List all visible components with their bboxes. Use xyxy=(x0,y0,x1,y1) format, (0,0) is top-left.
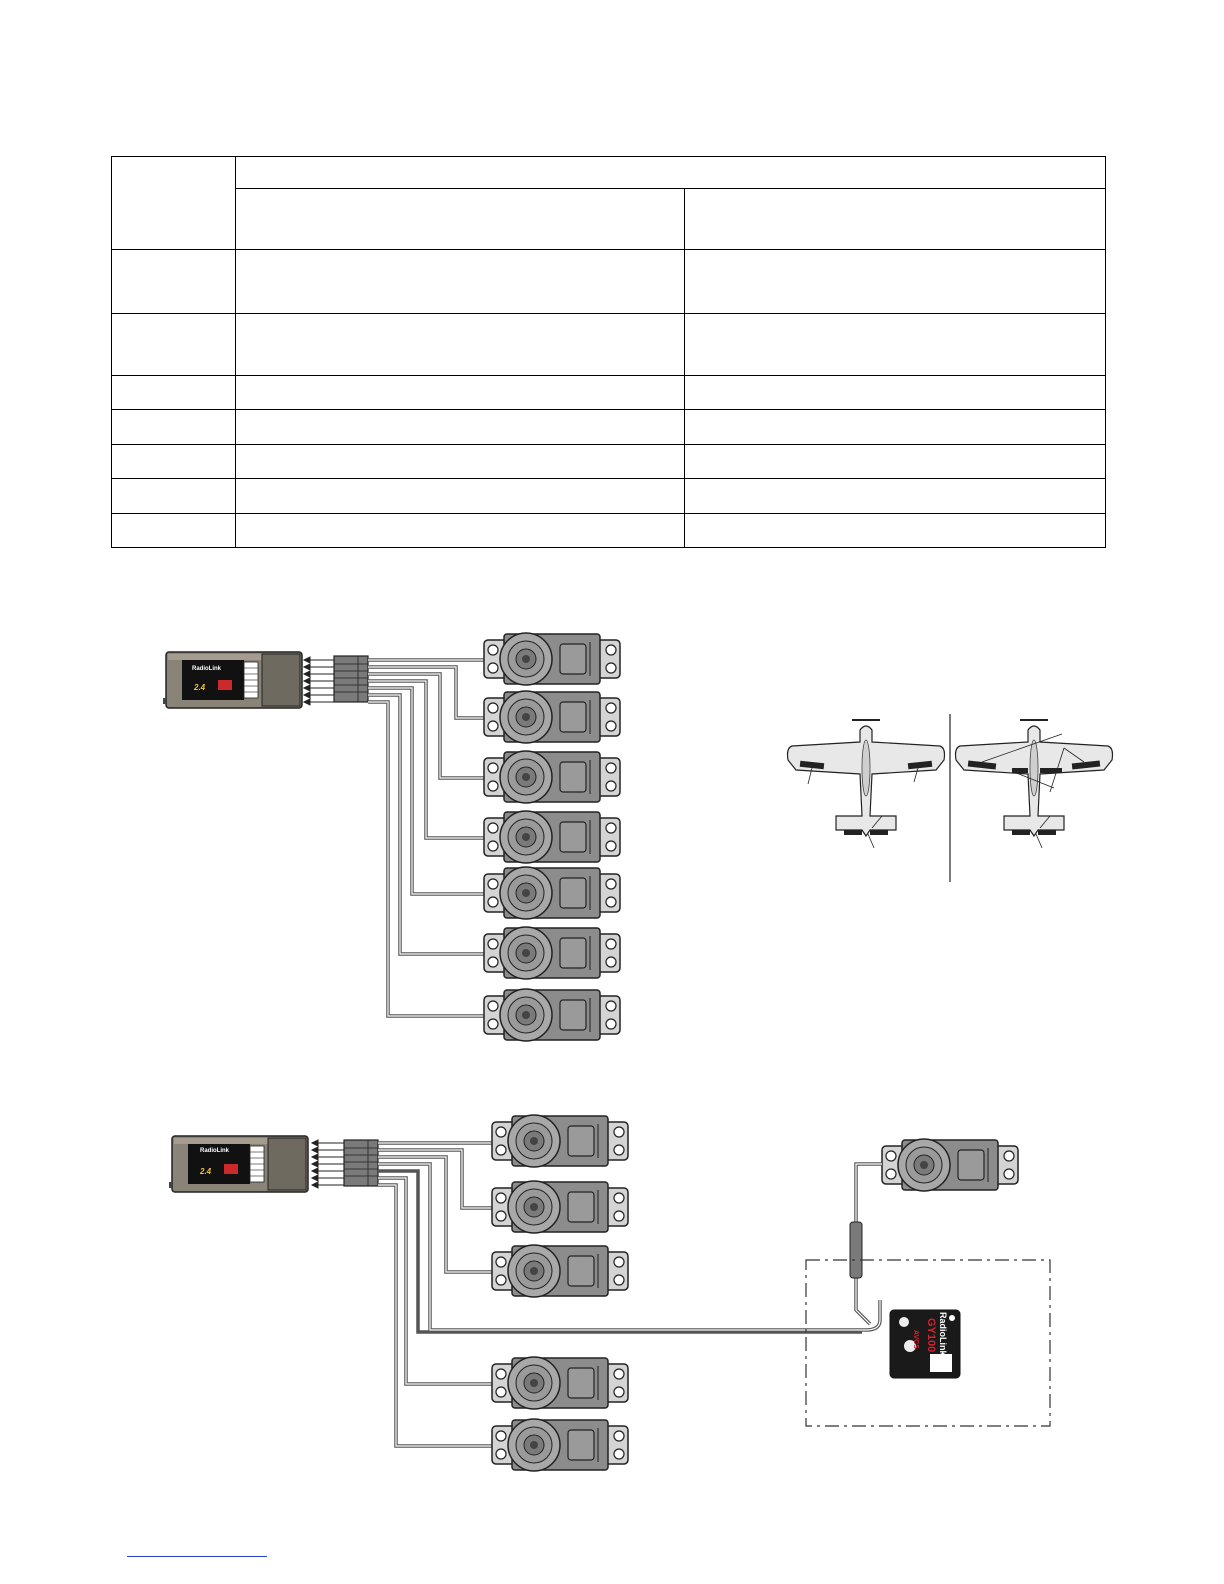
wiring-diagram-1 xyxy=(163,633,620,1041)
gyro-brand: RadioLink xyxy=(938,1312,948,1356)
connector-block-1 xyxy=(334,656,368,702)
servo-1-2 xyxy=(484,691,620,743)
airplane-left xyxy=(788,720,945,848)
servo-1-4 xyxy=(484,811,620,863)
airplane-diagrams xyxy=(788,714,1113,882)
servo-1-7 xyxy=(484,989,620,1041)
receiver-2 xyxy=(169,1136,308,1192)
airplane-right xyxy=(956,720,1113,848)
servo-1-1 xyxy=(484,633,620,685)
wiring-diagram-2 xyxy=(169,1115,1050,1471)
gyro-servo xyxy=(882,1139,1018,1191)
signal-arrows-2 xyxy=(312,1140,344,1188)
servo-wires-2 xyxy=(378,1143,880,1446)
receiver-1 xyxy=(163,652,302,708)
footer-link-underline[interactable] xyxy=(127,1556,267,1557)
servo-1-6 xyxy=(484,927,620,979)
servo-2-3 xyxy=(492,1245,628,1297)
receiver-brand-label: RadioLink xyxy=(200,1148,230,1154)
signal-arrows-1 xyxy=(304,657,334,705)
gyro-model: GY100 xyxy=(925,1318,937,1353)
gyro-servo-wire xyxy=(850,1164,882,1324)
servo-2-5 xyxy=(492,1419,628,1471)
servo-2-2 xyxy=(492,1181,628,1233)
receiver-band-label: 2.4 xyxy=(194,683,206,692)
servo-1-3 xyxy=(484,751,620,803)
servo-1-5 xyxy=(484,867,620,919)
gyro-mode: AVCS xyxy=(912,1330,919,1349)
receiver-brand-label: RadioLink xyxy=(192,666,222,672)
servo-2-1 xyxy=(492,1115,628,1167)
gyro-unit xyxy=(890,1310,960,1378)
servo-2-4 xyxy=(492,1357,628,1409)
receiver-band-label: 2.4 xyxy=(200,1167,212,1176)
connector-block-2 xyxy=(344,1140,378,1186)
